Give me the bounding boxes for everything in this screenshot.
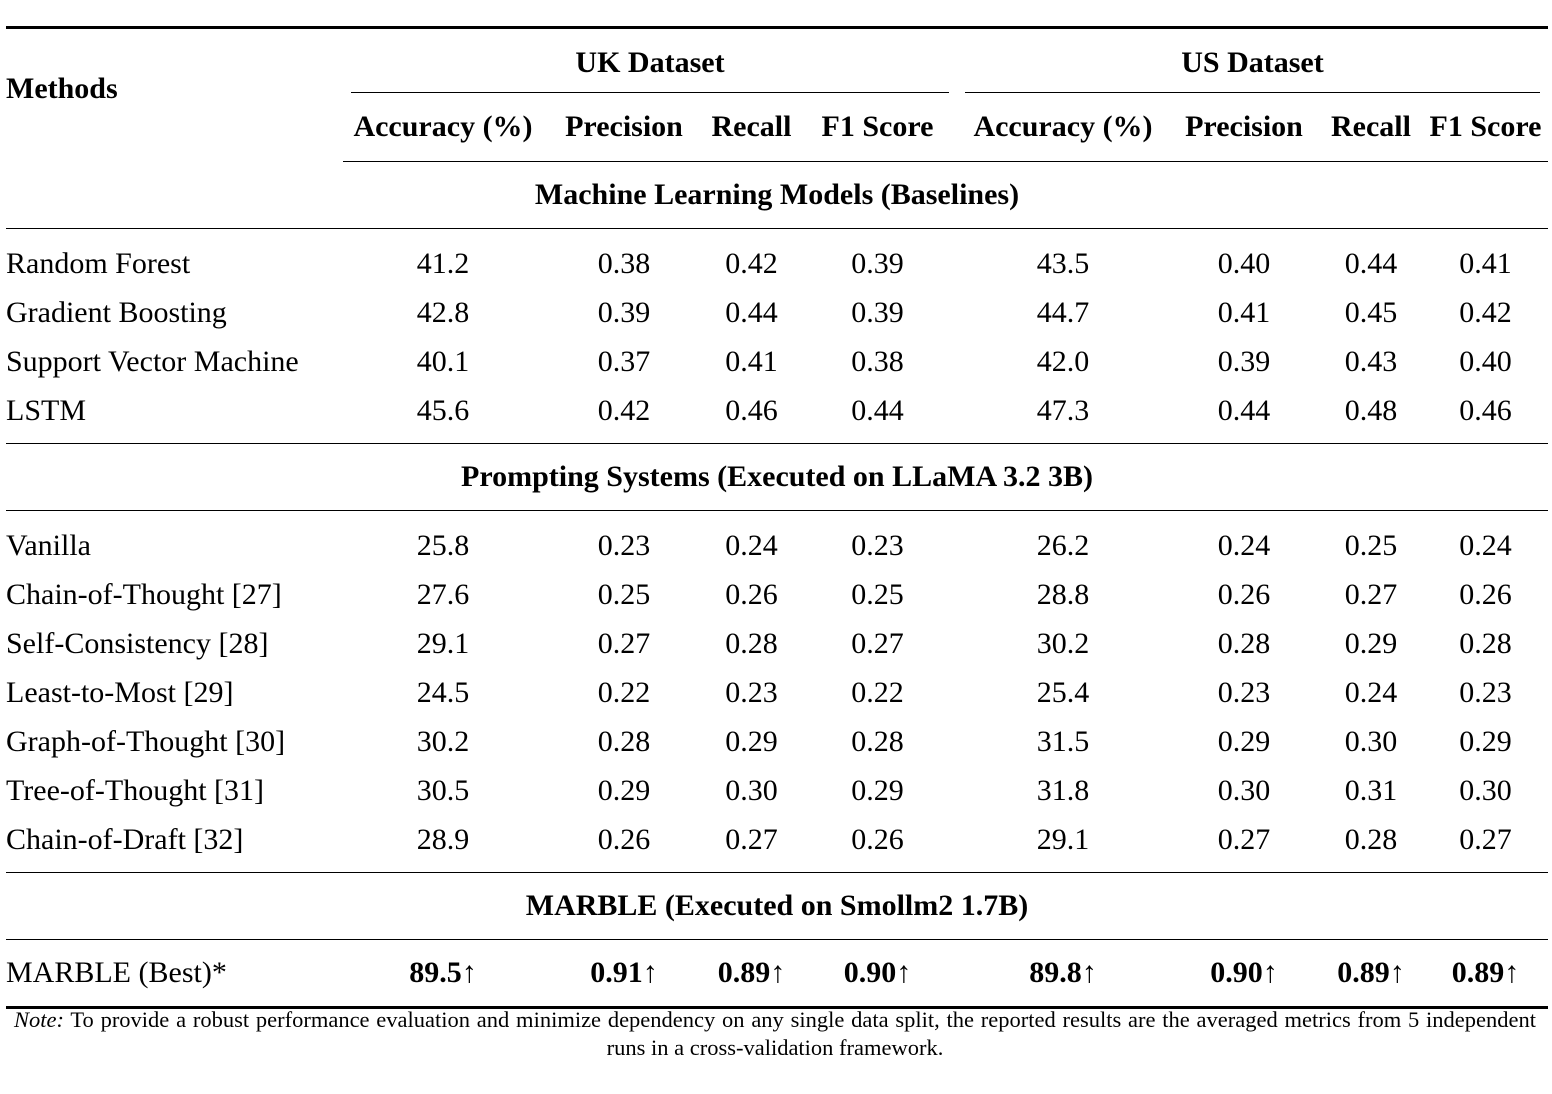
us-accuracy-cell: 89.8↑ — [957, 940, 1169, 1008]
uk-accuracy-cell: 40.1 — [416, 344, 470, 378]
table-row — [6, 288, 1548, 337]
us-recall-header: Recall — [1319, 93, 1423, 162]
us-recall-cell: 0.48 — [1344, 393, 1398, 427]
methods-header: Methods — [6, 72, 118, 106]
note-text: To provide a robust performance evaluation and minimize dependency on any single data split, the reported results are the averaged metrics from 5 independent runs in a cross-validation framework. — [64, 1007, 1536, 1060]
us-recall-cell: 0.43 — [1344, 344, 1398, 378]
method-name: MARBLE (Best)* — [6, 940, 343, 1008]
us-precision-cell: 0.23 — [1217, 675, 1271, 709]
us-precision-cell: 0.44 — [1217, 393, 1271, 427]
us-recall-cell: 0.31 — [1344, 773, 1398, 807]
us-accuracy-cell: 29.1 — [1036, 822, 1090, 856]
table-row — [6, 766, 1548, 815]
uk-recall-cell: 0.26 — [725, 577, 778, 611]
us-f1-cell: 0.27 — [1459, 822, 1512, 856]
us-precision-header: Precision — [1169, 93, 1319, 162]
method-name: Gradient Boosting — [6, 295, 227, 329]
method-name: Support Vector Machine — [6, 344, 299, 378]
us-precision-cell: 0.90↑ — [1169, 940, 1319, 1008]
uk-precision-cell: 0.27 — [597, 626, 651, 660]
us-precision-cell: 0.30 — [1217, 773, 1271, 807]
uk-precision-cell: 0.29 — [597, 773, 651, 807]
uk-recall-cell: 0.42 — [725, 246, 778, 280]
uk-precision-cell: 0.42 — [597, 393, 651, 427]
us-accuracy-cell: 31.8 — [1036, 773, 1090, 807]
uk-recall-cell: 0.46 — [725, 393, 778, 427]
header-row-groups — [6, 29, 1548, 93]
uk-precision-cell: 0.25 — [597, 577, 651, 611]
us-accuracy-cell: 30.2 — [1036, 626, 1090, 660]
section-header-row — [6, 444, 1548, 511]
us-f1-cell: 0.26 — [1459, 577, 1512, 611]
uk-accuracy-cell: 30.2 — [416, 724, 470, 758]
us-accuracy-cell: 43.5 — [1036, 246, 1090, 280]
us-accuracy-cell: 42.0 — [1036, 344, 1090, 378]
us-recall-cell: 0.24 — [1344, 675, 1398, 709]
uk-f1-cell: 0.26 — [851, 822, 904, 856]
us-recall-cell: 0.44 — [1344, 246, 1398, 280]
us-accuracy-header: Accuracy (%) — [957, 93, 1169, 162]
uk-recall-header: Recall — [705, 93, 798, 162]
uk-recall-cell: 0.44 — [725, 295, 778, 329]
table-row — [6, 619, 1548, 668]
us-f1-cell: 0.29 — [1459, 724, 1512, 758]
table-row — [6, 668, 1548, 717]
method-name: Self-Consistency [28] — [6, 626, 269, 660]
us-accuracy-cell: 31.5 — [1036, 724, 1090, 758]
table-row — [6, 815, 1548, 873]
uk-accuracy-cell: 30.5 — [416, 773, 470, 807]
uk-precision-cell: 0.37 — [597, 344, 651, 378]
uk-accuracy-cell: 24.5 — [416, 675, 470, 709]
uk-recall-cell: 0.28 — [725, 626, 778, 660]
us-f1-cell: 0.89↑ — [1423, 940, 1548, 1008]
table-row — [6, 940, 1548, 1008]
us-f1-cell: 0.23 — [1459, 675, 1512, 709]
method-name: Least-to-Most [29] — [6, 675, 234, 709]
uk-recall-cell: 0.27 — [725, 822, 778, 856]
us-dataset-header: US Dataset — [957, 29, 1548, 93]
method-name: Random Forest — [6, 246, 191, 280]
uk-precision-cell: 0.23 — [597, 528, 651, 562]
us-f1-cell: 0.28 — [1459, 626, 1512, 660]
us-accuracy-cell: 26.2 — [1036, 528, 1090, 562]
uk-accuracy-cell: 28.9 — [416, 822, 470, 856]
results-table — [6, 26, 1548, 1009]
section-header-row — [6, 873, 1548, 940]
method-name: Chain-of-Draft [32] — [6, 822, 244, 856]
uk-f1-cell: 0.38 — [851, 344, 904, 378]
us-accuracy-cell: 44.7 — [1036, 295, 1090, 329]
table-row — [6, 717, 1548, 766]
us-recall-cell: 0.27 — [1344, 577, 1398, 611]
uk-f1-cell: 0.39 — [851, 295, 904, 329]
uk-recall-cell: 0.29 — [725, 724, 778, 758]
uk-f1-cell: 0.23 — [851, 528, 904, 562]
us-f1-header: F1 Score — [1423, 93, 1548, 162]
us-recall-cell: 0.89↑ — [1319, 940, 1423, 1008]
us-recall-cell: 0.30 — [1344, 724, 1398, 758]
us-accuracy-cell: 28.8 — [1036, 577, 1090, 611]
table-row — [6, 386, 1548, 444]
section-title: Machine Learning Models (Baselines) — [6, 162, 1548, 229]
us-precision-cell: 0.24 — [1217, 528, 1271, 562]
uk-accuracy-cell: 41.2 — [416, 246, 470, 280]
uk-recall-cell: 0.23 — [725, 675, 778, 709]
us-recall-cell: 0.45 — [1344, 295, 1398, 329]
section-title: MARBLE (Executed on Smollm2 1.7B) — [6, 873, 1548, 940]
uk-f1-header: F1 Score — [798, 93, 957, 162]
uk-accuracy-cell: 45.6 — [416, 393, 470, 427]
table-row — [6, 337, 1548, 386]
table-row — [6, 511, 1548, 571]
uk-recall-cell: 0.30 — [725, 773, 778, 807]
method-name: LSTM — [6, 393, 87, 427]
uk-precision-header: Precision — [543, 93, 705, 162]
uk-recall-cell: 0.89↑ — [705, 940, 798, 1008]
uk-f1-cell: 0.27 — [851, 626, 904, 660]
us-recall-cell: 0.25 — [1344, 528, 1398, 562]
uk-accuracy-cell: 25.8 — [416, 528, 470, 562]
table-note — [14, 1006, 1536, 1062]
method-name: Graph-of-Thought [30] — [6, 724, 286, 758]
us-f1-cell: 0.41 — [1459, 246, 1512, 280]
table-body — [6, 162, 1548, 1008]
method-name: Chain-of-Thought [27] — [6, 577, 282, 611]
method-name: Tree-of-Thought [31] — [6, 773, 265, 807]
us-precision-cell: 0.26 — [1217, 577, 1271, 611]
uk-f1-cell: 0.22 — [851, 675, 904, 709]
us-f1-cell: 0.42 — [1459, 295, 1512, 329]
us-recall-cell: 0.29 — [1344, 626, 1398, 660]
table-row — [6, 570, 1548, 619]
uk-f1-cell: 0.28 — [851, 724, 904, 758]
uk-precision-cell: 0.22 — [597, 675, 651, 709]
us-accuracy-cell: 47.3 — [1036, 393, 1090, 427]
uk-f1-cell: 0.25 — [851, 577, 904, 611]
uk-accuracy-cell: 89.5↑ — [343, 940, 543, 1008]
us-precision-cell: 0.29 — [1217, 724, 1271, 758]
us-precision-cell: 0.40 — [1217, 246, 1271, 280]
section-title: Prompting Systems (Executed on LLaMA 3.2 3B) — [6, 444, 1548, 511]
us-f1-cell: 0.40 — [1459, 344, 1512, 378]
table-row — [6, 229, 1548, 289]
us-precision-cell: 0.41 — [1217, 295, 1271, 329]
uk-accuracy-header: Accuracy (%) — [343, 93, 543, 162]
results-table-container — [6, 26, 1548, 1009]
us-f1-cell: 0.30 — [1459, 773, 1512, 807]
us-precision-cell: 0.39 — [1217, 344, 1271, 378]
uk-f1-cell: 0.90↑ — [798, 940, 957, 1008]
uk-dataset-header: UK Dataset — [343, 29, 957, 93]
us-precision-cell: 0.28 — [1217, 626, 1271, 660]
uk-f1-cell: 0.39 — [851, 246, 904, 280]
uk-recall-cell: 0.24 — [725, 528, 778, 562]
us-f1-cell: 0.24 — [1459, 528, 1512, 562]
uk-precision-cell: 0.39 — [597, 295, 651, 329]
uk-f1-cell: 0.29 — [851, 773, 904, 807]
uk-f1-cell: 0.44 — [851, 393, 904, 427]
uk-accuracy-cell: 42.8 — [416, 295, 470, 329]
us-recall-cell: 0.28 — [1344, 822, 1398, 856]
uk-precision-cell: 0.26 — [597, 822, 651, 856]
uk-precision-cell: 0.91↑ — [543, 940, 705, 1008]
uk-accuracy-cell: 29.1 — [416, 626, 470, 660]
uk-accuracy-cell: 27.6 — [416, 577, 470, 611]
us-precision-cell: 0.27 — [1217, 822, 1271, 856]
uk-precision-cell: 0.38 — [597, 246, 651, 280]
uk-recall-cell: 0.41 — [725, 344, 778, 378]
uk-precision-cell: 0.28 — [597, 724, 651, 758]
us-f1-cell: 0.46 — [1459, 393, 1512, 427]
section-header-row — [6, 162, 1548, 229]
us-accuracy-cell: 25.4 — [1036, 675, 1090, 709]
note-label: Note: — [14, 1007, 64, 1032]
method-name: Vanilla — [6, 528, 91, 562]
